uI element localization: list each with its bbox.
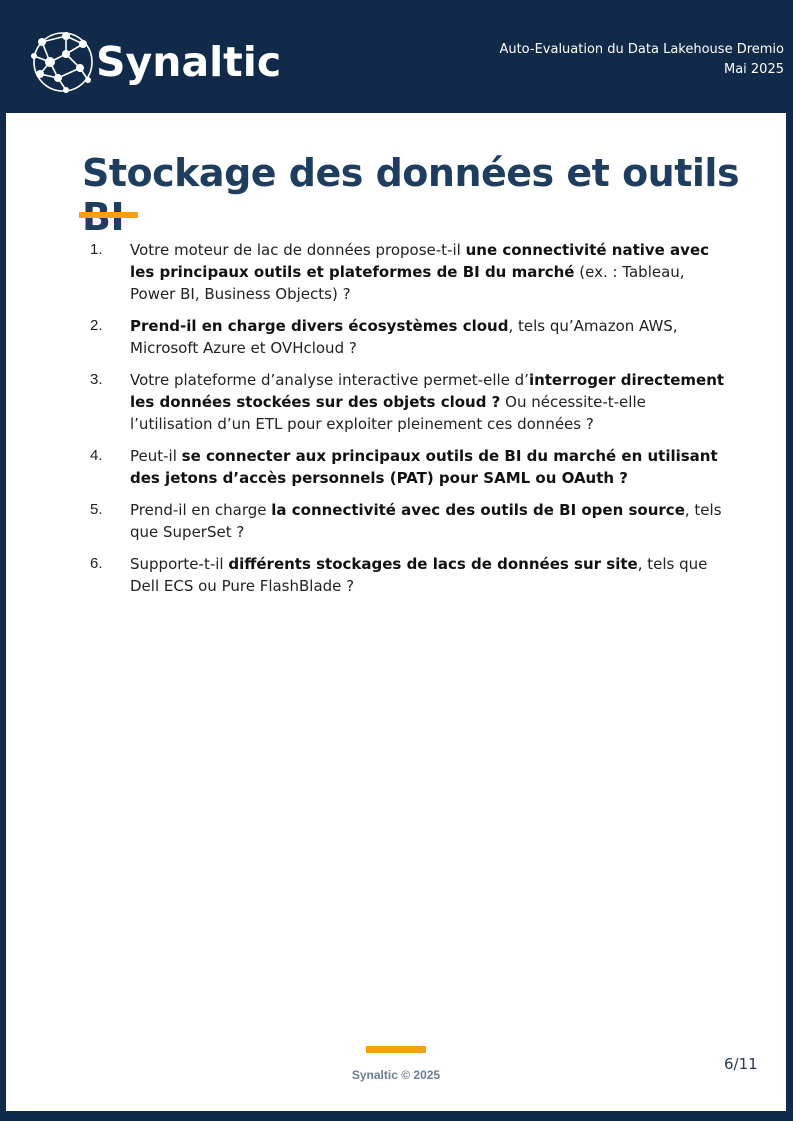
question-emphasis: la connectivité avec des outils de BI open source (271, 501, 685, 519)
document-meta (499, 40, 784, 80)
question-emphasis: interroger directement les données stockées sur des objets cloud ? (130, 371, 725, 411)
question-fragment: Prend-il en charge (130, 501, 272, 519)
question-fragment: Supporte-t-il (130, 555, 229, 573)
question-number: 6. (90, 555, 103, 572)
document-date: Mai 2025 (723, 62, 784, 77)
question-fragment: (ex. : Tableau, Power BI, Business Objects) ? (130, 263, 685, 303)
header-banner (0, 0, 793, 113)
question-number: 4. (90, 447, 103, 464)
question-number: 5. (90, 501, 103, 518)
question-text (130, 239, 732, 305)
question-emphasis: une connectivité native avec les principaux outils et plateformes de BI du marché (130, 241, 710, 281)
question-number: 3. (90, 371, 103, 388)
footer-accent (366, 1046, 426, 1053)
question-text (130, 499, 732, 543)
question-number: 2. (90, 317, 103, 334)
brand-logo (28, 28, 281, 96)
question-fragment: Peut-il (130, 447, 182, 465)
network-globe-icon (28, 28, 98, 96)
question-emphasis: différents stockages de lacs de données sur site (228, 555, 638, 573)
question-item (90, 553, 732, 597)
question-emphasis: se connecter aux principaux outils de BI du marché en utilisant des jetons d’accès personnels (PAT) pour SAML ou OAuth ? (130, 447, 718, 487)
question-text (130, 369, 732, 435)
question-item (90, 499, 732, 543)
footer-copyright: Synaltic © 2025 (351, 1068, 441, 1082)
question-fragment: Votre plateforme d’analyse interactive permet-elle d’ (130, 371, 529, 389)
question-text (130, 315, 732, 359)
question-number: 1. (90, 241, 103, 258)
question-item (90, 369, 732, 435)
title-underline (79, 212, 138, 218)
question-item (90, 445, 732, 489)
question-fragment: , tels que Dell ECS ou Pure FlashBlade ? (130, 555, 708, 595)
page-content (6, 113, 786, 1111)
page-number: 6/11 (724, 1055, 758, 1073)
question-fragment: , tels qu’Amazon AWS, Microsoft Azure et OVHcloud ? (130, 317, 678, 357)
question-text (130, 445, 732, 489)
question-fragment: Ou nécessite-t-elle l’utilisation d’un ETL pour exploiter pleinement ces données ? (130, 393, 646, 433)
document-title: Auto-Evaluation du Data Lakehouse Dremio (499, 42, 784, 57)
question-item (90, 239, 732, 305)
page-title: Stockage des données et outils (82, 151, 740, 195)
question-fragment: , tels que SuperSet ? (130, 501, 722, 541)
question-fragment: Votre moteur de lac de données propose-t-il (130, 241, 466, 259)
question-list (90, 239, 732, 607)
brand-name: Synaltic (96, 38, 282, 86)
question-emphasis: Prend-il en charge divers écosystèmes cloud (130, 317, 509, 335)
question-text (130, 553, 732, 597)
question-item (90, 315, 732, 359)
